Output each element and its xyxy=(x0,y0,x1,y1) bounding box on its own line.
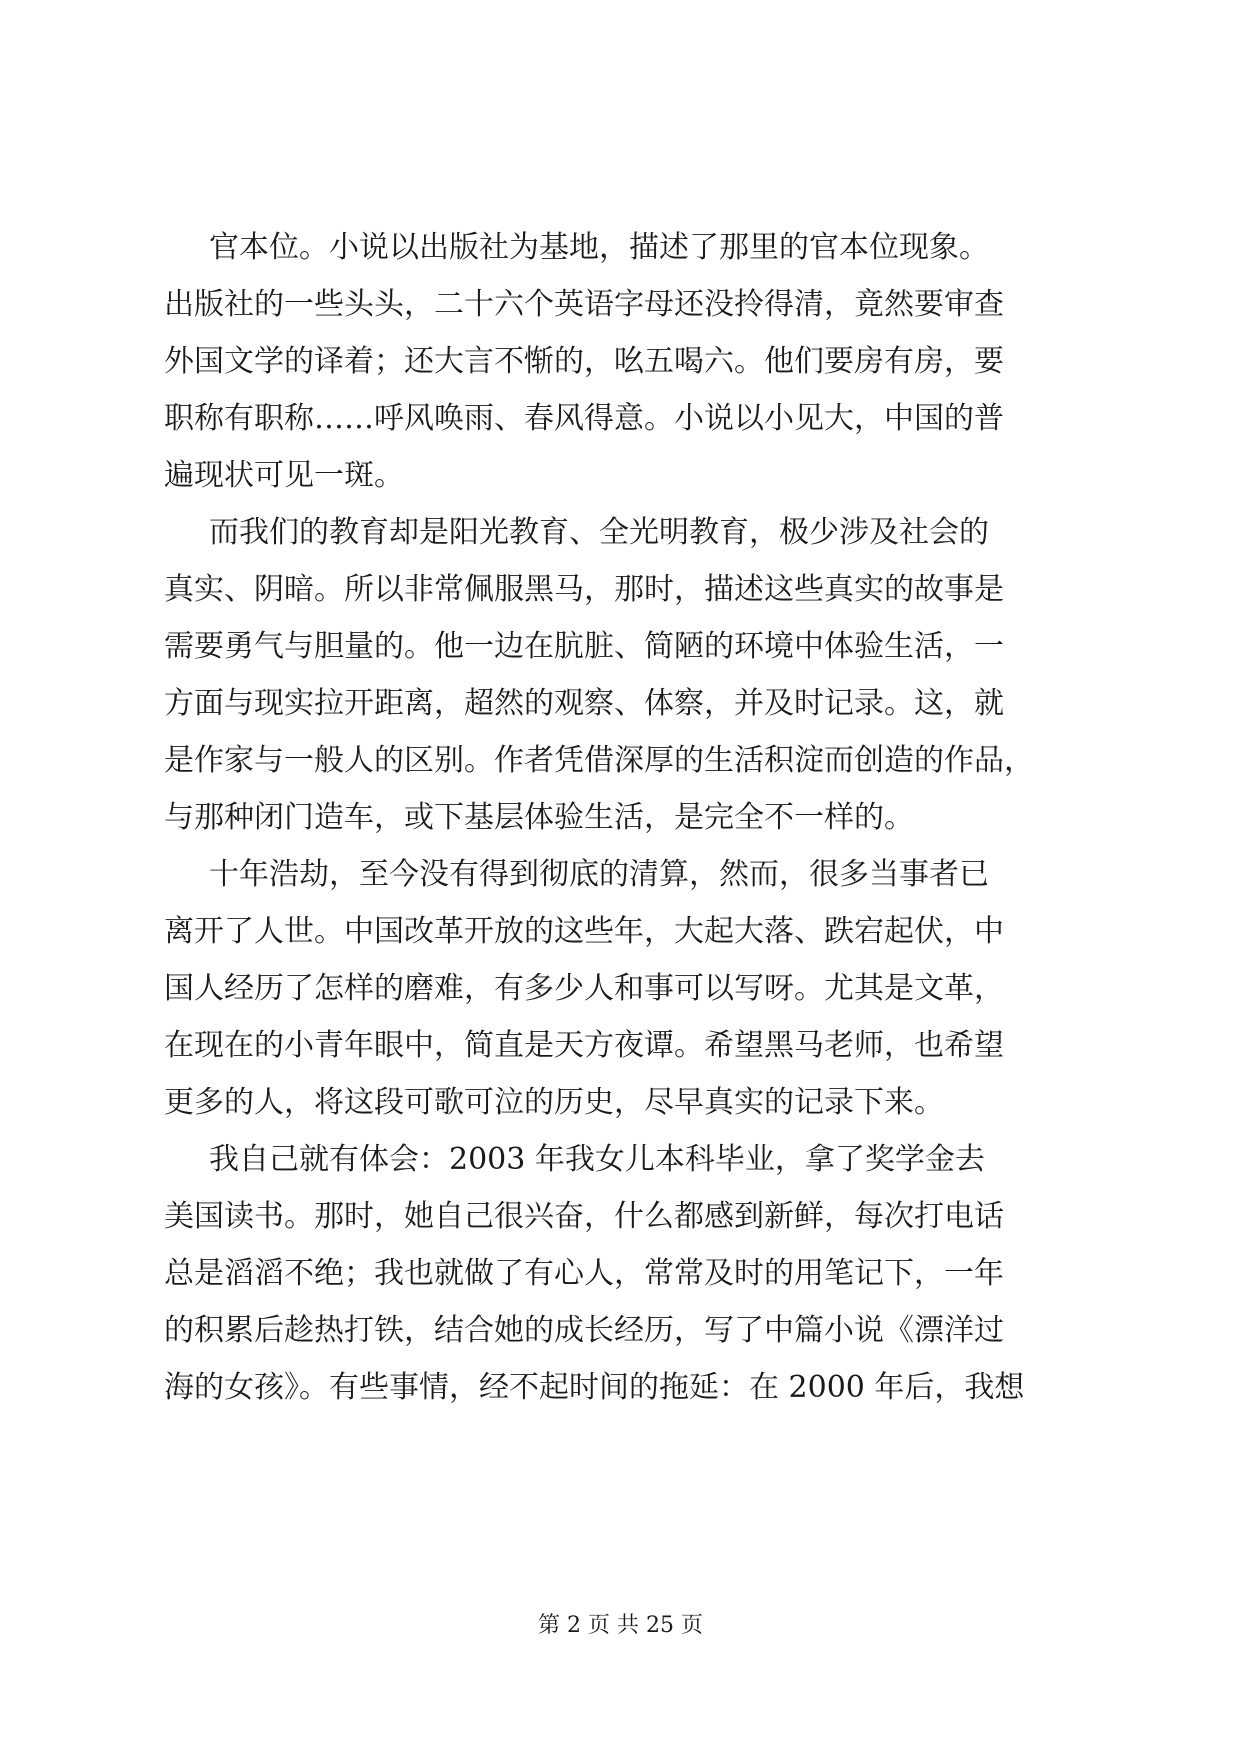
text-line-3: 外国文学的译着；还大言不惭的，吆五喝六。他们要房有房，要 xyxy=(164,344,1004,379)
text-line-20: 的积累后趁热打铁，结合她的成长经历，写了中篇小说《漂洋过 xyxy=(164,1313,1004,1348)
text-line-17: 我自己就有体会：2003 年我女儿本科毕业，拿了奖学金去 xyxy=(209,1142,985,1177)
text-line-8: 需要勇气与胆量的。他一边在肮脏、简陋的环境中体验生活，一 xyxy=(164,629,1004,664)
text-line-1: 官本位。小说以出版社为基地，描述了那里的官本位现象。 xyxy=(209,230,989,265)
text-line-7: 真实、阴暗。所以非常佩服黑马，那时，描述这些真实的故事是 xyxy=(164,572,1004,607)
text-line-15: 在现在的小青年眼中，简直是天方夜谭。希望黑马老师，也希望 xyxy=(164,1028,1004,1063)
text-line-9: 方面与现实拉开距离，超然的观察、体察，并及时记录。这，就 xyxy=(164,686,1004,721)
text-line-21: 海的女孩》。有些事情，经不起时间的拖延：在 2000 年后，我想 xyxy=(164,1370,1025,1405)
text-line-16: 更多的人，将这段可歌可泣的历史，尽早真实的记录下来。 xyxy=(164,1085,944,1120)
text-line-4: 职称有职称……呼风唤雨、春风得意。小说以小见大，中国的普 xyxy=(164,401,1004,436)
text-line-2: 出版社的一些头头，二十六个英语字母还没拎得清，竟然要审查 xyxy=(164,287,1004,322)
text-line-11: 与那种闭门造车，或下基层体验生活，是完全不一样的。 xyxy=(164,800,914,835)
text-line-5: 遍现状可见一斑。 xyxy=(164,458,404,493)
text-line-12: 十年浩劫，至今没有得到彻底的清算，然而，很多当事者已 xyxy=(209,857,989,892)
text-line-19: 总是滔滔不绝；我也就做了有心人，常常及时的用笔记下，一年 xyxy=(164,1256,1004,1291)
text-line-13: 离开了人世。中国改革开放的这些年，大起大落、跌宕起伏，中 xyxy=(164,914,1004,949)
text-line-6: 而我们的教育却是阳光教育、全光明教育，极少涉及社会的 xyxy=(209,515,989,550)
text-line-10: 是作家与一般人的区别。作者凭借深厚的生活积淀而创造的作品， xyxy=(164,743,1034,778)
text-line-18: 美国读书。那时，她自己很兴奋，什么都感到新鲜，每次打电话 xyxy=(164,1199,1004,1234)
text-line-14: 国人经历了怎样的磨难，有多少人和事可以写呀。尤其是文革， xyxy=(164,971,1004,1006)
page-number-footer: 第 2 页 共 25 页 xyxy=(538,1613,703,1638)
